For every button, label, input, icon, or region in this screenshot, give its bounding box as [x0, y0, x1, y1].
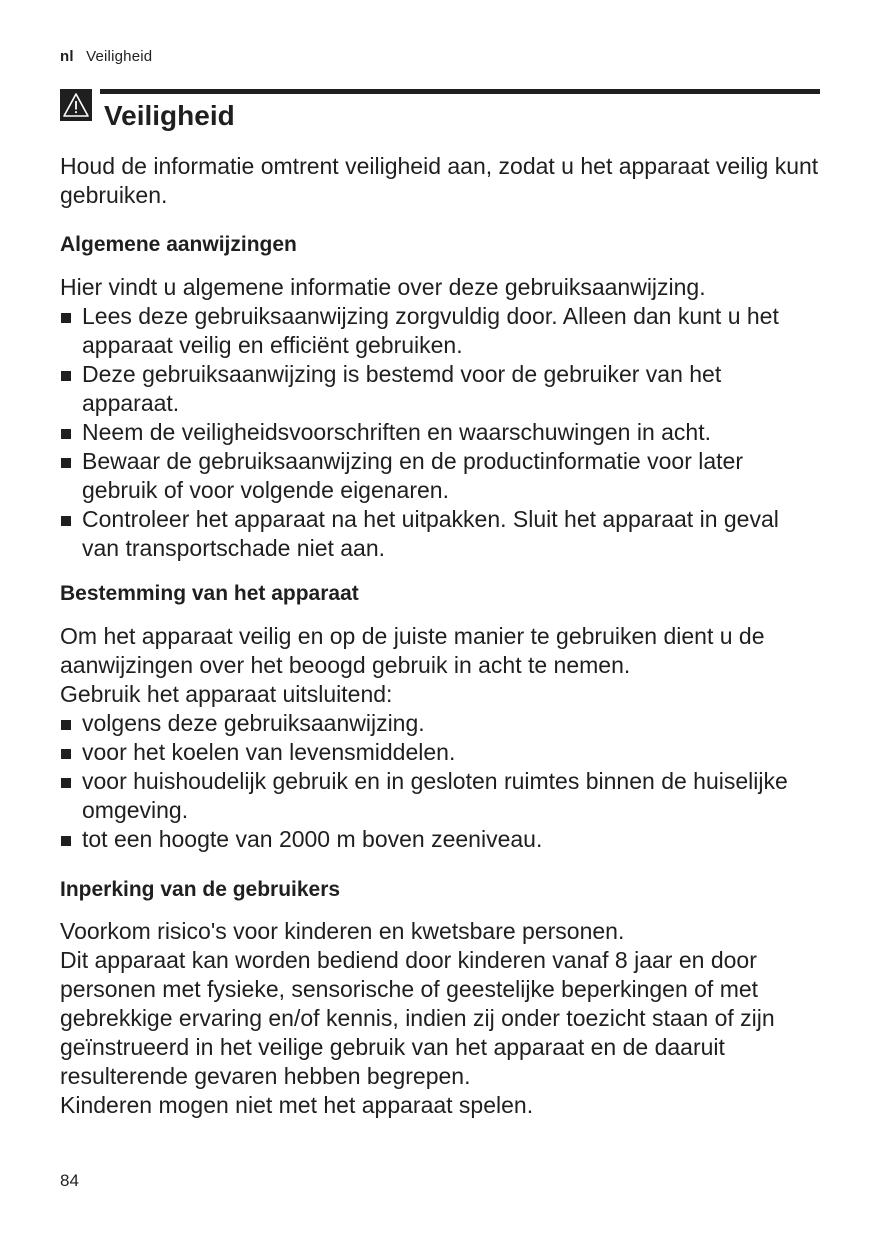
intro-paragraph: Houd de informatie omtrent veiligheid aan, zodat u het apparaat veilig kunt gebruiken. — [60, 153, 819, 208]
section-heading-general: Algemene aanwijzingen — [60, 233, 297, 256]
section-user-restrictions-text-3: Kinderen mogen niet met het apparaat spelen. — [60, 1092, 534, 1118]
running-header — [60, 48, 152, 65]
list-item: tot een hoogte van 2000 m boven zeeniveau. — [60, 825, 820, 854]
section-general-list — [60, 302, 820, 563]
section-general-text: Hier vindt u algemene informatie over deze gebruiksaanwijzing. — [60, 274, 706, 300]
list-item: voor huishoudelijk gebruik en in gesloten ruimtes binnen de huiselijke omgeving. — [60, 767, 820, 825]
list-item: Bewaar de gebruiksaanwijzing en de productinformatie voor later gebruik of voor volgende eigenaren. — [60, 447, 820, 505]
section-intended-use-text-2: Gebruik het apparaat uitsluitend: — [60, 681, 393, 707]
section-intended-use-list — [60, 709, 820, 854]
list-item: volgens deze gebruiksaanwijzing. — [60, 709, 820, 738]
warning-triangle-icon — [60, 89, 92, 121]
running-header-section: Veiligheid — [86, 48, 153, 65]
list-item: voor het koelen van levensmiddelen. — [60, 738, 820, 767]
section-user-restrictions-text: Voorkom risico's voor kinderen en kwetsbare personen. — [60, 918, 625, 944]
header-rule — [100, 89, 820, 94]
list-item: Deze gebruiksaanwijzing is bestemd voor de gebruiker van het apparaat. — [60, 360, 820, 418]
list-item: Lees deze gebruiksaanwijzing zorgvuldig door. Alleen dan kunt u het apparaat veilig en efficiënt gebruiken. — [60, 302, 820, 360]
main-content — [60, 152, 820, 1120]
page-number: 84 — [60, 1171, 79, 1190]
section-user-restrictions-text-2: Dit apparaat kan worden bediend door kinderen vanaf 8 jaar en door personen met fysieke, sensorische of geestelijke beperkingen of met gebrekkige ervaring en/of kennis, indien zij onder toezicht staan of zijn geïnstrueerd in het veilige gebruik van het apparaat en de daaruit resulterende gevaren hebben begrepen. — [60, 947, 775, 1089]
section-intended-use-text: Om het apparaat veilig en op de juiste manier te gebruiken dient u de aanwijzingen over het beoogd gebruik in acht te nemen. — [60, 623, 765, 678]
page-title: Veiligheid — [104, 100, 235, 131]
list-item: Neem de veiligheidsvoorschriften en waarschuwingen in acht. — [60, 418, 820, 447]
section-heading-intended-use: Bestemming van het apparaat — [60, 582, 359, 605]
section-heading-user-restrictions: Inperking van de gebruikers — [60, 878, 341, 901]
list-item: Controleer het apparaat na het uitpakken. Sluit het apparaat in geval van transportschade niet aan. — [60, 505, 820, 563]
language-code: nl — [60, 48, 74, 65]
